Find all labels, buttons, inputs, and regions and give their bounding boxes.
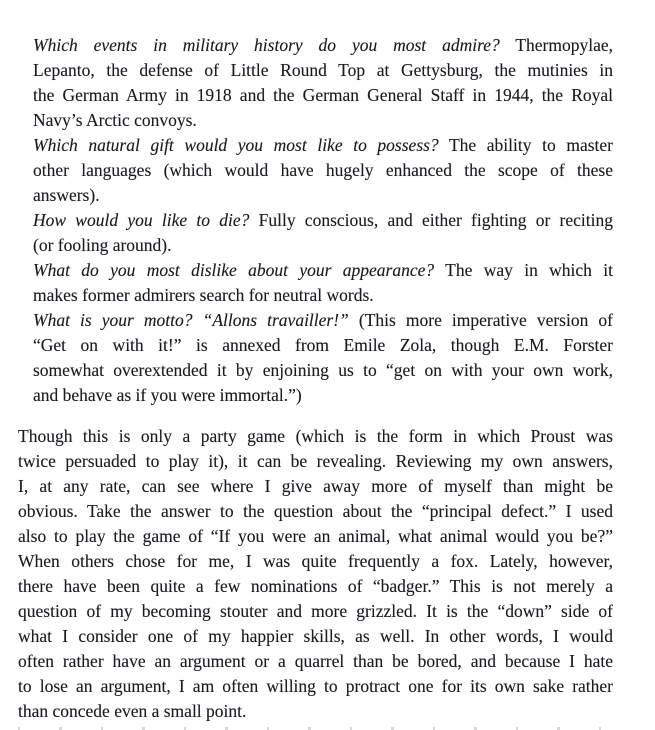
- text-segment: somewhat overextended it by enjoining us to “get on with your own work,: [33, 360, 613, 380]
- text-line: [33, 308, 613, 333]
- text-line: [33, 183, 613, 208]
- text-line: [18, 474, 613, 499]
- text-line: [18, 649, 613, 674]
- text-line: [18, 574, 613, 599]
- question-text-segment: What do you most dislike about your appearance?: [33, 260, 435, 280]
- paragraph: [33, 133, 613, 208]
- question-text-segment: Which natural gift would you most like to possess?: [33, 135, 439, 155]
- text-segment: makes former admirers search for neutral words.: [33, 285, 374, 305]
- text-segment: often rather have an argument or a quarrel than be bored, and because I hate: [18, 651, 613, 671]
- text-line: [33, 133, 613, 158]
- text-segment: Navy’s Arctic convoys.: [33, 110, 197, 130]
- text-line: [33, 383, 613, 408]
- text-line: [33, 258, 613, 283]
- text-segment: the German Army in 1918 and the German General Staff in 1944, the Royal: [33, 85, 613, 105]
- text-line: [18, 624, 613, 649]
- paragraph: [33, 33, 613, 133]
- text-segment: other languages (which would have hugely enhanced the scope of these: [33, 160, 613, 180]
- text-line: [33, 208, 613, 233]
- text-segment: Thermopylae,: [499, 35, 613, 55]
- text-segment: to lose an argument, I am often willing to protract one for its own sake rather: [18, 676, 613, 696]
- text-line: [18, 699, 613, 724]
- text-segment: I, at any rate, can see where I give away more of myself than might be: [18, 476, 613, 496]
- text-line: [33, 358, 613, 383]
- text-line: [18, 424, 613, 449]
- text-segment: The ability to master: [438, 135, 613, 155]
- text-line: [33, 283, 613, 308]
- text-segment: answers).: [33, 185, 100, 205]
- text-segment: what I consider one of my happier skills, as well. In other words, I would: [18, 626, 613, 646]
- text-line: [33, 233, 613, 258]
- body-paragraph: [18, 424, 613, 724]
- document-text: [18, 33, 613, 724]
- text-line: [33, 83, 613, 108]
- text-line: [33, 108, 613, 133]
- text-segment: question of my becoming stouter and more grizzled. It is the “down” side of: [18, 601, 613, 621]
- text-line: [18, 599, 613, 624]
- text-segment: (This more imperative version of: [348, 310, 613, 330]
- text-line: [33, 58, 613, 83]
- text-line: [33, 158, 613, 183]
- text-segment: there have been quite a few nominations of “badger.” This is not merely a: [18, 576, 613, 596]
- text-line: [18, 549, 613, 574]
- text-segment: When others chose for me, I was quite frequently a fox. Lately, however,: [18, 551, 613, 571]
- text-segment: Fully conscious, and either fighting or reciting: [249, 210, 613, 230]
- paragraph: [18, 424, 613, 724]
- question-text-segment: Which events in military history do you most admire?: [33, 35, 500, 55]
- text-segment: Though this is only a party game (which is the form in which Proust was: [18, 426, 613, 446]
- text-line: [18, 674, 613, 699]
- text-line: [33, 333, 613, 358]
- text-line: [18, 449, 613, 474]
- question-text-segment: How would you like to die?: [33, 210, 250, 230]
- text-line: [18, 499, 613, 524]
- text-segment: (or fooling around).: [33, 235, 172, 255]
- text-segment: and behave as if you were immortal.”): [33, 385, 302, 405]
- text-segment: Lepanto, the defense of Little Round Top at Gettysburg, the mutinies in: [33, 60, 613, 80]
- paragraph: [33, 308, 613, 408]
- text-segment: “Get on with it!” is annexed from Emile Zola, though E.M. Forster: [33, 335, 613, 355]
- paragraph: [33, 208, 613, 258]
- text-line: [33, 33, 613, 58]
- text-segment: than concede even a small point.: [18, 701, 247, 721]
- text-line: [18, 524, 613, 549]
- paragraph: [33, 258, 613, 308]
- text-segment: also to play the game of “If you were an animal, what animal would you be?”: [18, 526, 613, 546]
- text-segment: twice persuaded to play it), it can be revealing. Reviewing my own answers,: [18, 451, 613, 471]
- text-segment: The way in which it: [434, 260, 613, 280]
- question-text-segment: What is your motto? “Allons travailler!”: [33, 310, 349, 330]
- text-segment: obvious. Take the answer to the question about the “principal defect.” I used: [18, 501, 613, 521]
- proust-questionnaire-quote: [18, 33, 613, 408]
